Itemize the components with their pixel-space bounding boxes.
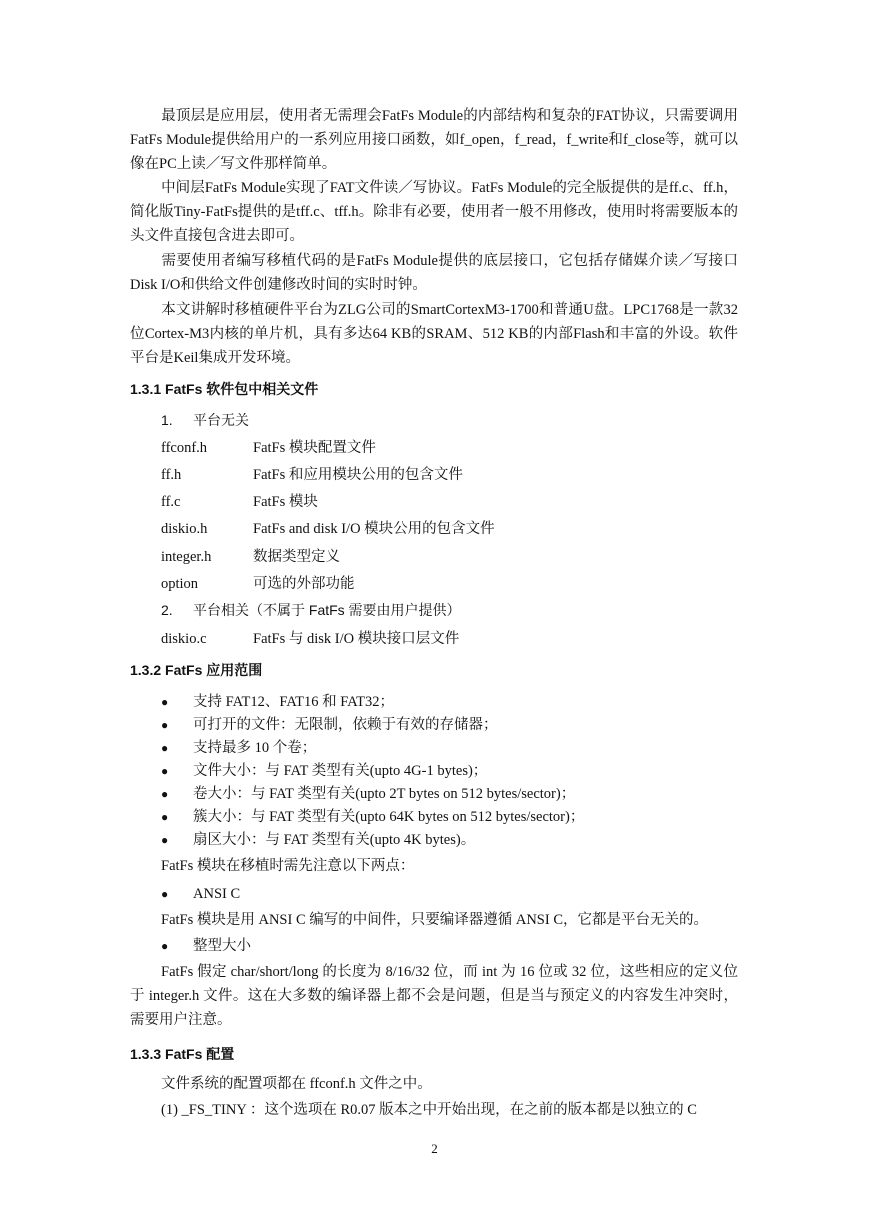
bullet-item-ansi-c: ● ANSI C bbox=[161, 882, 240, 906]
file-row: ffconf.h FatFs 模块配置文件 bbox=[161, 440, 376, 456]
bullet-item: ● 支持 FAT12、FAT16 和 FAT32； bbox=[161, 690, 394, 714]
bullet-dot-icon: ● bbox=[161, 887, 169, 901]
config-intro: 文件系统的配置项都在 ffconf.h 文件之中。 bbox=[161, 1076, 432, 1092]
file-row: ff.h FatFs 和应用模块公用的包含文件 bbox=[161, 467, 463, 483]
bullet-dot-icon: ● bbox=[161, 810, 169, 824]
config-item-fs-tiny: (1) _FS_TINY ：这个选项在 R0.07 版本之中开始出现，在之前的版本都是以独立的 C bbox=[161, 1102, 697, 1118]
bullet-item: ● 可打开的文件：无限制，依赖于有效的存储器； bbox=[161, 713, 498, 737]
intro-paragraph-2: 中间层FatFs Module实现了FAT文件读／写协议。FatFs Module的完全版提供的是ff.c、ff.h，简化版Tiny-FatFs提供的是tff.c、tff.h。除非有必要，使用者一般不用修改，使用时将需要版本的头文件直接包含进去即可。 bbox=[130, 180, 738, 244]
file-row: option 可选的外部功能 bbox=[161, 576, 355, 592]
bullet-item: ● 扇区大小：与 FAT 类型有关(upto 4K bytes)。 bbox=[161, 828, 475, 852]
bullet-item: ● 卷大小：与 FAT 类型有关(upto 2T bytes on 512 bytes/sector)； bbox=[161, 782, 575, 806]
section-heading-1-3-3: 1.3.3 FatFs 配置 bbox=[130, 1046, 235, 1062]
integer-size-description: FatFs 假定 char/short/long 的长度为 8/16/32 位，而 int 为 16 位或 32 位，这些相应的定义位于 integer.h 文件。这在大多数的编译器上都不会是问题，但是当与预定义的内容发生冲突时，需要用户注意。 bbox=[130, 964, 738, 1028]
bullet-dot-icon: ● bbox=[161, 787, 169, 801]
bullet-dot-icon: ● bbox=[161, 695, 169, 709]
bullet-item-integer-size: ● 整型大小 bbox=[161, 934, 251, 958]
bullet-item: ● 支持最多 10 个卷； bbox=[161, 736, 316, 760]
ansi-c-description: FatFs 模块是用 ANSI C 编写的中间件，只要编译器遵循 ANSI C，它都是平台无关的。 bbox=[161, 912, 708, 928]
intro-paragraph-1: 最顶层是应用层，使用者无需理会FatFs Module的内部结构和复杂的FAT协议，只需要调用FatFs Module提供给用户的一系列应用接口函数，如f_open，f_read，f_write和f_close等，就可以像在PC上读／写文件那样简单。 bbox=[130, 108, 738, 172]
bullet-item: ● 文件大小：与 FAT 类型有关(upto 4G-1 bytes)； bbox=[161, 759, 487, 783]
bullet-dot-icon: ● bbox=[161, 939, 169, 953]
file-row: ff.c FatFs 模块 bbox=[161, 494, 318, 510]
intro-paragraph-3: 需要使用者编写移植代码的是FatFs Module提供的底层接口，它包括存储媒介读／写接口Disk I/O和供给文件创建修改时间的实时时钟。 bbox=[130, 253, 738, 293]
platform-dependent-title: 2. 平台相关（不属于 FatFs 需要由用户提供） bbox=[161, 602, 461, 618]
section-heading-1-3-2: 1.3.2 FatFs 应用范围 bbox=[130, 662, 263, 678]
intro-paragraph-4: 本文讲解时移植硬件平台为ZLG公司的SmartCortexM3-1700和普通U盘。LPC1768是一款32位Cortex-M3内核的单片机，具有多达64 KB的SRAM、512 KB的内部Flash和丰富的外设。软件平台是Keil集成开发环境。 bbox=[130, 302, 738, 366]
file-row: diskio.c FatFs 与 disk I/O 模块接口层文件 bbox=[161, 631, 460, 647]
bullet-dot-icon: ● bbox=[161, 741, 169, 755]
bullet-dot-icon: ● bbox=[161, 718, 169, 732]
file-row: integer.h 数据类型定义 bbox=[161, 549, 340, 565]
platform-independent-title: 1. 平台无关 bbox=[161, 412, 249, 428]
file-row: diskio.h FatFs and disk I/O 模块公用的包含文件 bbox=[161, 521, 495, 537]
section-heading-1-3-1: 1.3.1 FatFs 软件包中相关文件 bbox=[130, 381, 319, 397]
bullet-item: ● 簇大小：与 FAT 类型有关(upto 64K bytes on 512 bytes/sector)； bbox=[161, 805, 584, 829]
porting-note: FatFs 模块在移植时需先注意以下两点： bbox=[161, 858, 415, 874]
bullet-dot-icon: ● bbox=[161, 764, 169, 778]
bullet-dot-icon: ● bbox=[161, 833, 169, 847]
page-number: 2 bbox=[431, 1141, 438, 1156]
